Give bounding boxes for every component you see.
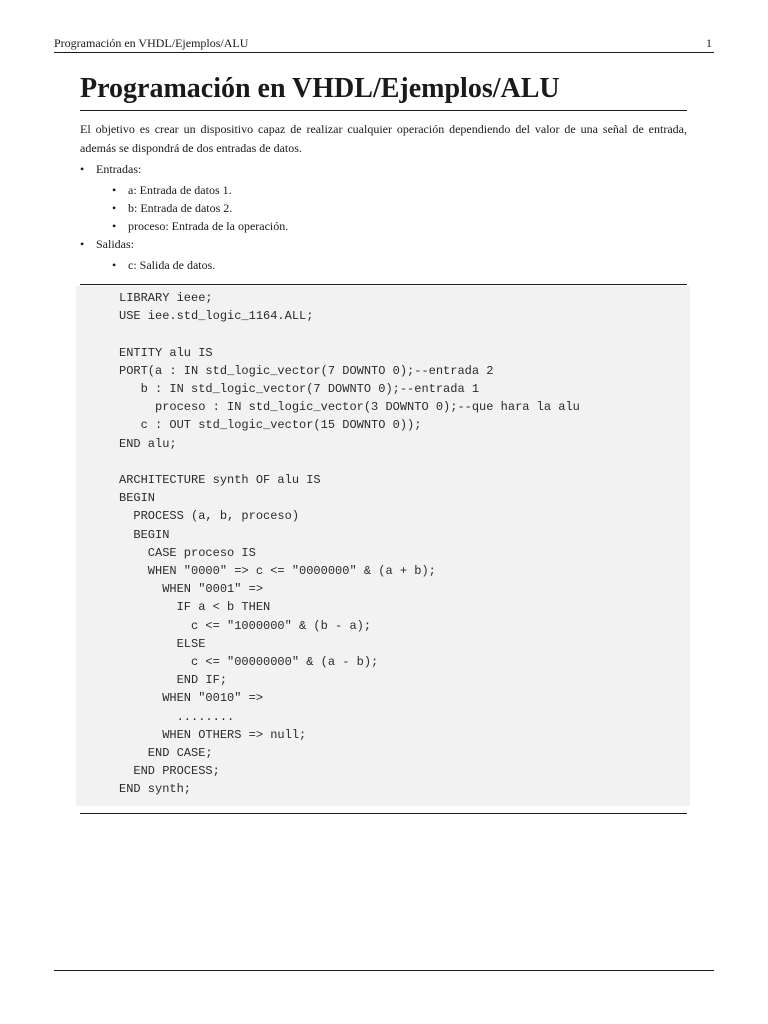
list-label-salidas: Salidas: — [96, 237, 134, 251]
bullet-icon: • — [80, 162, 85, 176]
code-bottom-divider — [80, 813, 687, 814]
header-divider — [54, 52, 714, 53]
list-item — [112, 217, 687, 235]
title-divider — [80, 110, 687, 111]
list-item — [112, 181, 687, 199]
entradas-sub-list — [96, 181, 687, 235]
running-header-title: Programación en VHDL/Ejemplos/ALU — [54, 36, 249, 50]
list-item-text: a: Entrada de datos 1. — [128, 183, 232, 197]
code-text: LIBRARY ieee; USE iee.std_logic_1164.ALL; ENTITY alu IS PORT(a : IN std_logic_vector(7 DOWNTO 0);--entrada 2 b : IN std_logic_vector(7 DOWNTO 0);--entrada 1 proceso : IN std_logic_vector(3 DOWNTO 0);--que hara la alu c : OUT std_logic_vector(15 DOWNTO 0)); END alu; ARCHITECTURE synth OF alu IS BEGIN PROCESS (a, b, proceso) BEGIN CASE proceso IS WHEN "0000" => c <= "0000000" & (a + b); WHEN "0001" => IF a < b THEN c <= "1000000" & (b - a); ELSE c <= "00000000" & (a - b); END IF; WHEN "0010" => ........ WHEN OTHERS => null; END CASE; END PROCESS; END synth; — [119, 291, 580, 797]
bullet-icon: • — [112, 183, 117, 197]
bullet-icon: • — [80, 237, 85, 251]
page-title: Programación en VHDL/Ejemplos/ALU — [80, 73, 560, 104]
salidas-sub-list — [96, 256, 687, 274]
list-item-text: proceso: Entrada de la operación. — [128, 219, 289, 233]
list-item-text: c: Salida de datos. — [128, 258, 216, 272]
code-top-divider — [80, 284, 687, 285]
intro-paragraph: El objetivo es crear un dispositivo capaz de realizar cualquier operación dependiendo del valor de una señal de entrada, además se dispondrá de dos entradas de datos. — [80, 122, 687, 155]
running-header — [54, 36, 714, 52]
page-number: 1 — [706, 36, 712, 50]
bullet-icon: • — [112, 258, 117, 272]
list-item — [112, 256, 687, 274]
list-item-salidas — [80, 235, 687, 274]
list-item-text: b: Entrada de datos 2. — [128, 201, 233, 215]
code-block — [76, 286, 690, 806]
list-item — [112, 199, 687, 217]
bullet-icon: • — [112, 201, 117, 215]
list-label-entradas: Entradas: — [96, 162, 142, 176]
list-item-entradas — [80, 160, 687, 235]
io-bullet-list — [80, 160, 687, 274]
footer-divider — [54, 970, 714, 971]
bullet-icon: • — [112, 219, 117, 233]
